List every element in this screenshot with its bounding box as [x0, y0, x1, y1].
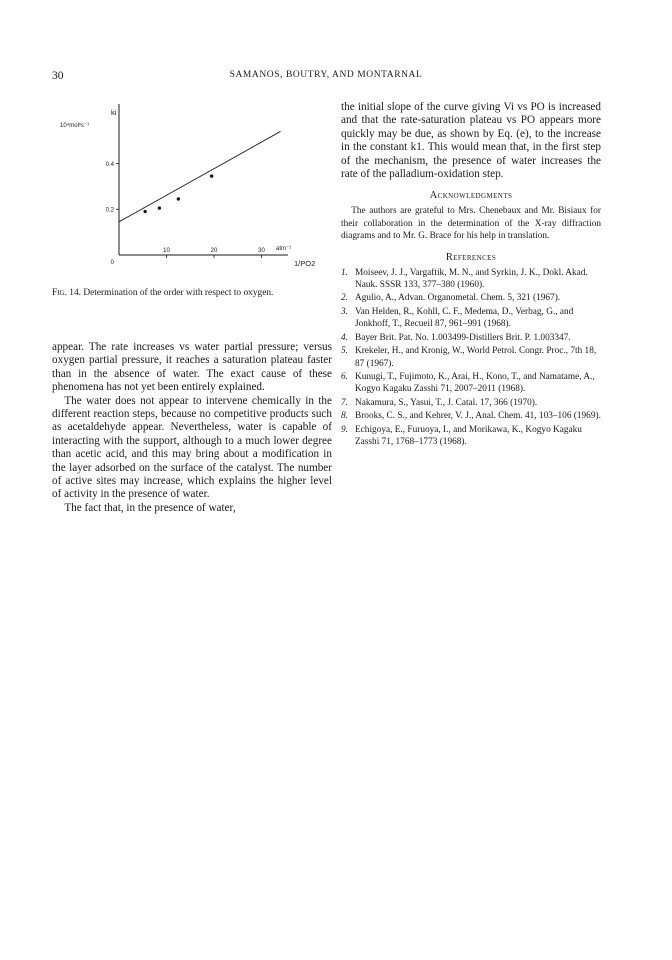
reference-list: [341, 267, 601, 449]
figure-14-plot: [58, 98, 338, 288]
data-point: [177, 197, 180, 200]
reference-number: 5.: [341, 346, 348, 357]
x-tick-label: 20: [210, 248, 218, 254]
reference-text: Brooks, C. S., and Kehrer, V. J., Anal. Chem. 41, 103–106 (1969).: [355, 411, 601, 422]
data-point: [210, 174, 213, 177]
acknowledgments-heading: Acknowledgments: [429, 190, 513, 202]
running-head: SAMANOS, BOUTRY, AND MONTARNAL: [229, 70, 423, 80]
body-paragraph: The water does not appear to intervene chemically in the different reaction steps, because no competitive products such as acetaldehyde appear. Nevertheless, water is capable of interacting with the support, although to a much lower degree than acetic acid, and this may bring about a modification in the layer adsorbed on the surface of the catalyst. The number of active sites may increase, which explains the higher level of activity in the presence of water.: [52, 394, 332, 501]
reference-item: [341, 292, 601, 304]
reference-item: [341, 410, 601, 422]
reference-item: [341, 345, 601, 370]
y-units-label: 10⁴molˢs⁻¹: [60, 123, 90, 129]
x-units-label: atm⁻¹: [276, 246, 292, 252]
reference-text: Nakamura, S., Yasui, T., J. Catal. 17, 366 (1970).: [355, 397, 538, 408]
y-axis-label: ki: [111, 108, 117, 117]
data-point: [158, 206, 161, 209]
body-paragraph: The fact that, in the presence of water,: [64, 501, 236, 514]
reference-item: [341, 267, 601, 292]
caption-text: Determination of the order with respect to oxygen.: [83, 288, 274, 298]
reference-text: Moiseev, J. J., Vargaftik, M. N., and Syrkin, J. K., Dokl. Akad. Nauk. SSSR 133, 377–380 (1960).: [355, 267, 588, 291]
right-column: [341, 101, 601, 449]
y-tick-label: 0.4: [105, 161, 114, 168]
reference-item: [341, 424, 601, 449]
fit-line: [119, 131, 281, 221]
x-tick-label: 30: [258, 248, 265, 254]
reference-item: [341, 397, 601, 409]
page-number: 30: [52, 70, 64, 82]
reference-text: Echigoya, E., Furuoya, I., and Morikawa, K., Kogyo Kagaku Zasshi 71, 1768–1773 (1968).: [355, 424, 582, 447]
x-axis-label: 1/PO2: [294, 259, 316, 268]
reference-text: Van Helden, R., Kohll, C. F., Medema, D., Verbag, G., and Jonkhoff, T., Recueil 87, 961–991 (1968).: [355, 306, 574, 330]
reference-number: 3.: [341, 306, 348, 317]
acknowledgments-text: The authors are grateful to Mrs. Chenebaux and Mr. Bisiaux for their collaboration in the determination of the X-ray diffraction diagrams and to Mr. G. Brace for his help in translation.: [341, 206, 601, 242]
reference-item: [341, 332, 601, 344]
data-marks: [119, 131, 281, 221]
reference-number: 8.: [341, 411, 348, 422]
y-tick-label: 0: [110, 260, 114, 266]
figure-caption: [52, 287, 338, 300]
reference-number: 2.: [341, 293, 348, 304]
y-tick-label: 0.2: [105, 207, 114, 214]
reference-text: Kunugi, T., Fujimoto, K., Arai, H., Kono, T., and Namatame, A., Kogyo Kagaku Zasshi 71, 2007–2011 (1968).: [355, 371, 595, 395]
references-heading: References: [445, 251, 497, 263]
caption-label: Fig. 14.: [52, 288, 82, 298]
reference-number: 7.: [341, 397, 348, 408]
reference-text: Krekeler, H., and Kronig, W., World Petrol. Congr. Proc., 7th 18, 87 (1967).: [355, 346, 597, 369]
reference-text: Bayer Brit. Pat. No. 1.003499-Distillers Brit. P. 1.003347.: [355, 332, 571, 343]
figure-14: [58, 98, 338, 288]
body-paragraph: the initial slope of the curve giving Vi vs PO is increased and that the rate-saturation plateau vs PO appears more quickly may be due, as shown by Eq. (e), to the increase in the constant k1. This would mean that, in the first step of the mechanism, the presence of water increases the rate of the palladium-oxidation step.: [341, 101, 601, 181]
body-paragraph: appear. The rate increases vs water partial pressure; versus oxygen partial pressure, it reaches a saturation plateau faster than in the absence of water. The exact cause of these phenomena has not yet been entirely explained.: [52, 341, 332, 394]
reference-item: [341, 371, 601, 396]
reference-text: Agulio, A., Advan. Organometal. Chem. 5, 321 (1967).: [355, 293, 561, 304]
reference-number: 1.: [341, 267, 348, 278]
reference-number: 4.: [341, 332, 348, 343]
left-column: [52, 341, 332, 515]
x-tick-label: 10: [163, 248, 170, 254]
reference-number: 9.: [341, 424, 348, 435]
data-point: [143, 210, 146, 213]
reference-item: [341, 306, 601, 331]
page-header: [52, 70, 600, 84]
reference-number: 6.: [341, 371, 348, 382]
axis-ticks: [106, 162, 266, 266]
